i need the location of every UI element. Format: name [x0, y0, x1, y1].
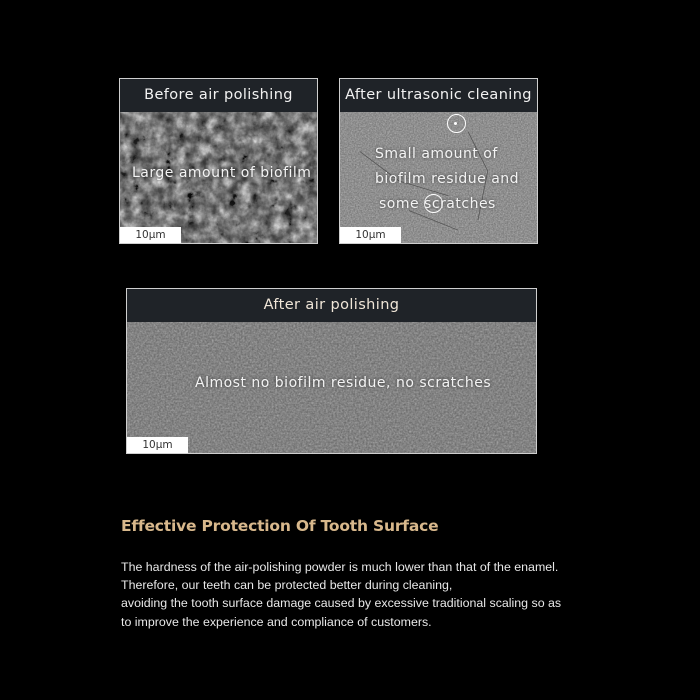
- description-line: avoiding the tooth surface damage caused by excessive traditional scaling so as: [121, 596, 562, 611]
- ultrasonic-caption-line-3: some scratches: [379, 196, 496, 212]
- ultrasonic-cleaning-panel: [339, 78, 538, 244]
- air-polishing-caption: Almost no biofilm residue, no scratches: [195, 375, 492, 391]
- before-polishing-panel: [119, 78, 318, 244]
- ultrasonic-caption-line-2: biofilm residue and: [375, 171, 520, 187]
- ultrasonic-cleaning-header: After ultrasonic cleaning: [340, 79, 537, 113]
- section-title: Effective Protection Of Tooth Surface: [121, 517, 439, 535]
- section-description: [121, 558, 591, 631]
- description-line: Therefore, our teeth can be protected better during cleaning,: [121, 578, 453, 593]
- residue-marker-dot: [454, 122, 457, 125]
- air-polishing-panel: [126, 288, 537, 454]
- biofilm-caption: Large amount of biofilm: [132, 165, 312, 181]
- scale-bar-label: 10μm: [120, 227, 181, 243]
- ultrasonic-caption-line-1: Small amount of: [375, 146, 498, 162]
- air-polishing-header: After air polishing: [127, 289, 536, 323]
- scale-bar-label: 10μm: [127, 437, 188, 453]
- before-polishing-header: Before air polishing: [120, 79, 317, 113]
- description-line: The hardness of the air-polishing powder is much lower than that of the enamel.: [121, 560, 559, 574]
- description-line: to improve the experience and compliance of customers.: [121, 614, 432, 629]
- scale-bar-label: 10μm: [340, 227, 401, 243]
